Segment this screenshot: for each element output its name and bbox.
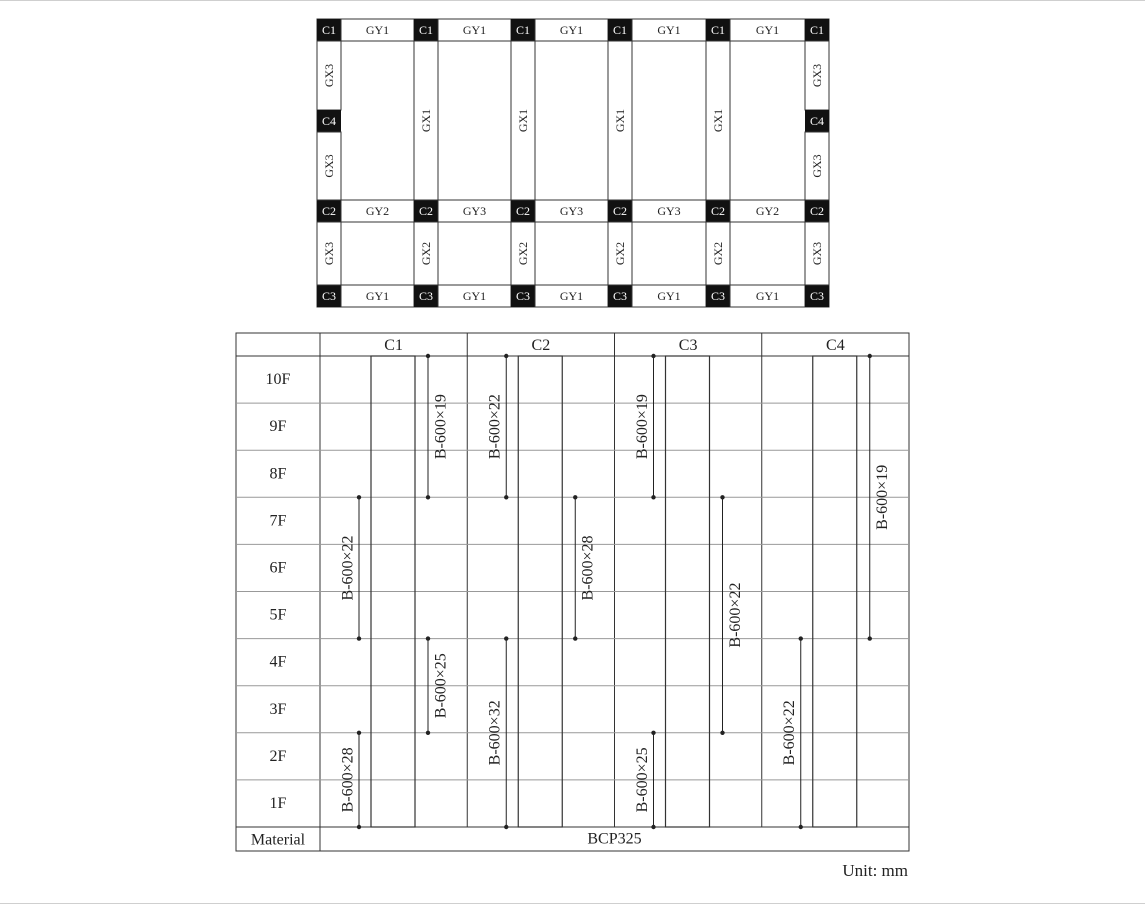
section-range-endpoint [651,731,655,735]
girder-x-inner-label: GX2 [516,241,530,266]
column-header-c1: C1 [384,337,403,354]
section-range-endpoint [504,354,508,358]
column-header-c2: C2 [531,337,551,354]
floor-label: 8F [269,465,287,483]
section-range-endpoint [573,636,577,640]
girder-x-inner-label: GX1 [419,108,433,133]
column-label: C3 [418,289,434,303]
girder-y-label: GY3 [559,204,584,218]
section-range-endpoint [504,495,508,499]
column-label: C1 [612,23,628,37]
column-label: C2 [809,204,825,218]
unit-note: Unit: mm [842,861,908,880]
section-range-endpoint [868,354,872,358]
section-range-endpoint [651,825,655,829]
girder-x-inner-label: GX1 [516,108,530,133]
column-label: C3 [809,289,825,303]
column-label: C1 [515,23,531,37]
floor-label: 3F [269,700,287,718]
section-label: B-600×19 [874,464,892,530]
girder-x-inner-label: GX2 [711,241,725,266]
girder-y-label: GY2 [755,204,780,218]
section-label: B-600×22 [781,700,799,766]
girder-y-label: GY3 [462,204,487,218]
section-range-endpoint [799,825,803,829]
section-label: B-600×19 [432,394,450,460]
girder-y-label: GY1 [559,23,584,37]
section-range-endpoint [868,636,872,640]
floor-label: 2F [269,747,287,765]
girder-y-label: GY1 [657,289,681,303]
floor-label: 1F [269,794,287,812]
section-range-endpoint [357,636,361,640]
girder-y-label: GY1 [365,23,390,37]
column-label: C2 [515,204,531,218]
girder-x-inner-label: GX1 [711,108,725,133]
column-label: C1 [321,23,337,37]
column-section-table [236,333,909,851]
column-label: C2 [612,204,628,218]
column-label: C3 [710,289,726,303]
section-range-endpoint [651,354,655,358]
girder-x-inner-label: GX1 [613,108,627,133]
section-range-endpoint [426,495,430,499]
section-range-endpoint [357,495,361,499]
section-range-endpoint [357,825,361,829]
girder-y-label: GY1 [462,289,487,303]
section-label: B-600×32 [486,700,504,766]
section-range-endpoint [651,495,655,499]
girder-x-inner-label: GX2 [419,241,433,266]
girder-y-label: GY3 [657,204,681,218]
column-header-c3: C3 [678,337,698,354]
girder-y-label: GY1 [755,23,780,37]
section-range-endpoint [357,731,361,735]
column-label: C2 [418,204,434,218]
girder-x-edge-label: GX3 [322,154,336,178]
girder-x-edge-label: GX3 [810,63,824,88]
floor-label: 10F [265,371,291,389]
girder-x-edge-label: GX3 [322,63,336,88]
section-range-endpoint [720,495,724,499]
column-label-c4: C4 [809,114,825,128]
section-label: B-600×28 [339,747,357,813]
material-value: BCP325 [587,830,642,848]
girder-x-edge-label: GX3 [810,241,824,266]
section-label: B-600×25 [634,747,651,813]
floor-label: 5F [269,606,287,624]
girder-x-inner-label: GX2 [613,241,627,266]
column-label: C1 [809,23,825,37]
section-range-endpoint [799,636,803,640]
section-range-endpoint [573,495,577,499]
section-range-endpoint [426,636,430,640]
plan-outline [317,19,829,307]
girder-x-edge-label: GX3 [810,154,824,178]
section-range-endpoint [504,636,508,640]
section-label: B-600×28 [579,535,597,601]
column-label: C1 [710,23,726,37]
girder-x-edge-label: GX3 [322,241,336,266]
section-range-endpoint [426,731,430,735]
column-label: C3 [321,289,337,303]
section-label: B-600×25 [432,653,450,719]
section-label: B-600×22 [339,535,357,601]
section-label: B-600×19 [634,394,651,460]
column-label: C2 [710,204,726,218]
column-label: C1 [418,23,434,37]
floor-label: 6F [269,559,287,577]
floor-plan [317,19,829,307]
girder-y-label: GY1 [755,289,780,303]
material-label: Material [250,831,306,849]
floor-label: 9F [269,418,287,436]
girder-y-label: GY1 [657,23,681,37]
section-range-endpoint [504,825,508,829]
column-label: C2 [321,204,337,218]
floor-label: 7F [269,512,287,530]
girder-y-label: GY2 [365,204,390,218]
column-label: C3 [515,289,531,303]
column-label: C3 [612,289,628,303]
girder-y-label: GY1 [559,289,584,303]
section-range-endpoint [426,354,430,358]
column-header-c4: C4 [826,337,845,354]
section-range-endpoint [720,731,724,735]
section-label: B-600×22 [727,582,744,648]
column-label-c4: C4 [321,114,337,128]
girder-y-label: GY1 [365,289,390,303]
section-label: B-600×22 [486,394,504,460]
girder-y-label: GY1 [462,23,487,37]
floor-label: 4F [269,653,287,671]
